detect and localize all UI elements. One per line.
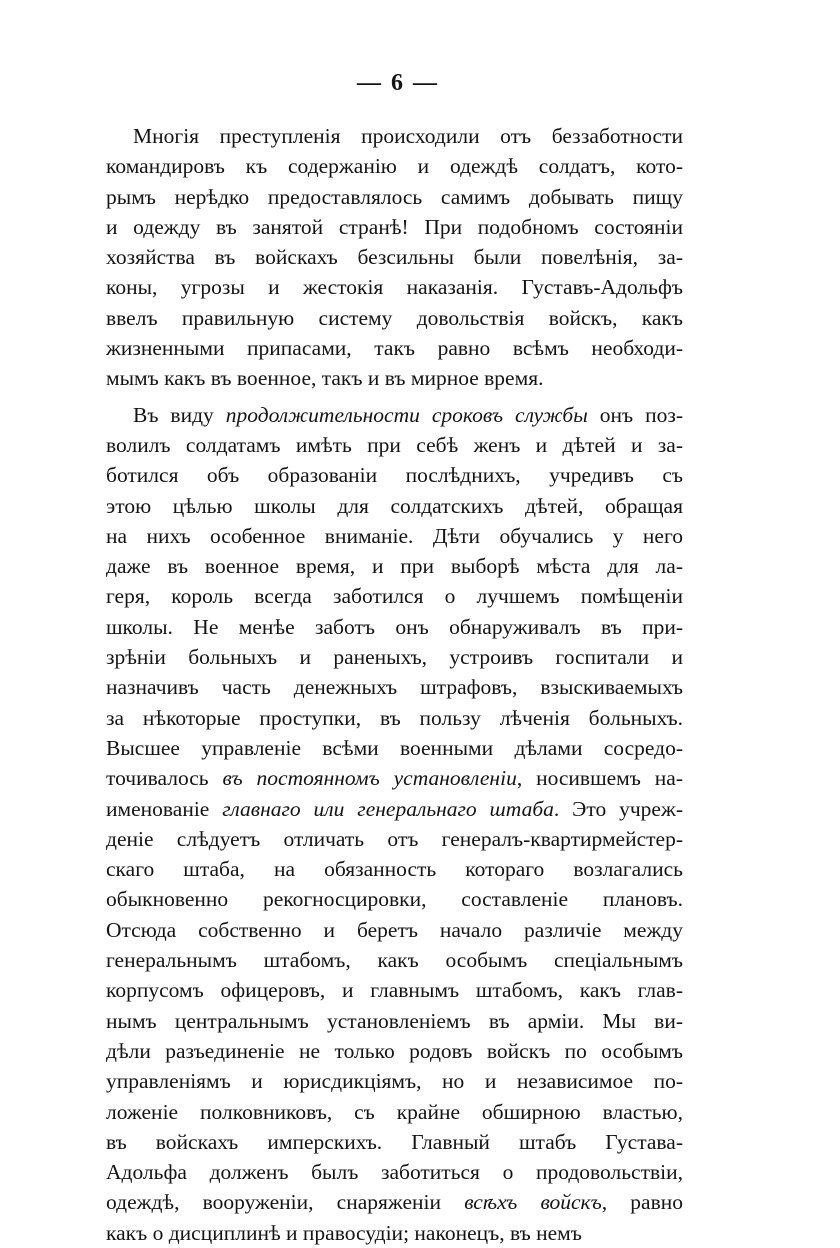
text-run: , носившемъ на- (516, 766, 683, 791)
text-run: зрѣніи больныхъ и раненыхъ, устроивъ госпитали и (106, 645, 683, 670)
text-run: рымъ нерѣдко предоставлялось самимъ добывать пищу (106, 184, 683, 209)
text-run: деніе слѣдуетъ отличать отъ генералъ-квартирмейстер- (106, 826, 683, 851)
text-run: онъ поз- (587, 402, 683, 427)
text-run: . Это учреж- (553, 796, 683, 821)
text-run: за нѣкоторые проступки, въ пользу лѣченія больныхъ. (106, 705, 683, 730)
text-run: мымъ какъ въ военное, такъ и въ мирное время. (106, 366, 544, 391)
text-line (106, 242, 683, 272)
text-run: именованіе (106, 796, 223, 821)
text-line (106, 1218, 683, 1248)
text-line (106, 1187, 683, 1217)
text-run: Многія преступленія происходили отъ беззаботности (133, 124, 683, 148)
text-run: Въ виду (133, 402, 226, 427)
text-run: корпусомъ офицеровъ, и главнымъ штабомъ, какъ глав- (106, 978, 683, 1003)
text-run: скаго штаба, на обязанность котораго возлагались (106, 857, 683, 882)
text-line (106, 975, 683, 1005)
text-line (106, 303, 683, 333)
text-line (106, 672, 683, 702)
text-line (106, 733, 683, 763)
text-run: одеждѣ, вооруженіи, снаряженіи (106, 1190, 465, 1215)
text-line (106, 363, 683, 393)
text-run: ботился объ образованіи послѣднихъ, учредивъ съ (106, 463, 683, 488)
text-line (106, 151, 683, 181)
text-line (106, 1036, 683, 1066)
text-run: Высшее управленіе всѣми военными дѣлами сосредо- (106, 735, 683, 760)
text-line (106, 1097, 683, 1127)
paragraph (106, 121, 683, 394)
text-run: генеральнымъ штабомъ, какъ особымъ спеціальнымъ (106, 948, 683, 973)
text-run: какъ о дисциплинѣ и правосудіи; наконецъ, въ немъ (106, 1220, 582, 1245)
italic-text: въ постоянномъ установленіи (222, 766, 517, 791)
text-line (106, 400, 683, 430)
text-run: дѣли разъединеніе не только родовъ войскъ по особымъ (106, 1038, 683, 1063)
text-line (106, 551, 683, 581)
text-line (106, 121, 683, 151)
text-run: даже въ военное время, и при выборѣ мѣста для ла- (106, 554, 683, 579)
text-line (106, 430, 683, 460)
text-line (106, 915, 683, 945)
text-line (106, 333, 683, 363)
text-run: обыкновенно рекогносцировки, составленіе плановъ. (106, 887, 683, 912)
text-line (106, 521, 683, 551)
text-line (106, 491, 683, 521)
text-line (106, 794, 683, 824)
text-run: хозяйства въ войскахъ безсильны были повелѣнія, за- (106, 245, 683, 270)
text-line (106, 1157, 683, 1187)
text-line (106, 854, 683, 884)
text-line (106, 703, 683, 733)
text-run: , равно (601, 1190, 684, 1215)
text-run: на нихъ особенное вниманіе. Дѣти обучались у него (106, 523, 683, 548)
text-run: Отсюда собственно и беретъ начало различіе между (106, 917, 683, 942)
text-run: Адольфа долженъ былъ заботиться о продовольствіи, (106, 1160, 683, 1185)
text-line (106, 212, 683, 242)
text-line (106, 460, 683, 490)
text-line (106, 884, 683, 914)
text-line (106, 581, 683, 611)
text-run: и одежду въ занятой странѣ! При подобномъ состояніи (106, 214, 683, 239)
text-line (106, 642, 683, 672)
text-run: школы. Не менѣе заботъ онъ обнаруживалъ въ при- (106, 614, 683, 639)
text-line (106, 1066, 683, 1096)
body-text (106, 121, 683, 1248)
text-run: въ войскахъ имперскихъ. Главный штабъ Густава- (106, 1129, 683, 1154)
text-run: управленіямъ и юрисдикціямъ, но и независимое по- (106, 1069, 683, 1094)
text-run: командировъ къ содержанію и одеждѣ солдатъ, кото- (106, 154, 683, 179)
italic-text: главнаго или генеральнаго штаба (222, 796, 554, 821)
page-number: — 6 — (357, 70, 439, 96)
text-line (106, 612, 683, 642)
text-line (106, 272, 683, 302)
italic-text: всѣхъ войскъ (464, 1190, 602, 1215)
text-run: назначивъ часть денежныхъ штрафовъ, взыскиваемыхъ (106, 675, 683, 700)
text-line (106, 182, 683, 212)
text-run: волилъ солдатамъ имѣть при себѣ женъ и дѣтей и за- (106, 432, 683, 457)
paragraph (106, 400, 683, 1248)
text-run: ложеніе полковниковъ, съ крайне обширною властью, (106, 1099, 683, 1124)
text-line (106, 763, 683, 793)
text-run: жизненными припасами, такъ равно всѣмъ необходи- (106, 336, 683, 361)
text-run: нымъ центральнымъ установленіемъ въ арміи. Мы ви- (106, 1008, 683, 1033)
text-run: ввелъ правильную систему довольствія войскъ, какъ (106, 305, 683, 330)
text-line (106, 824, 683, 854)
text-run: этою цѣлью школы для солдатскихъ дѣтей, обращая (106, 493, 683, 518)
text-line (106, 945, 683, 975)
text-line (106, 1006, 683, 1036)
text-line (106, 1127, 683, 1157)
text-run: точивалось (106, 766, 223, 791)
italic-text: продолжительности сроковъ службы (225, 402, 588, 427)
text-run: коны, угрозы и жестокія наказанія. Густавъ-Адольфъ (106, 275, 683, 300)
text-run: геря, король всегда заботился о лучшемъ помѣщеніи (106, 584, 683, 609)
